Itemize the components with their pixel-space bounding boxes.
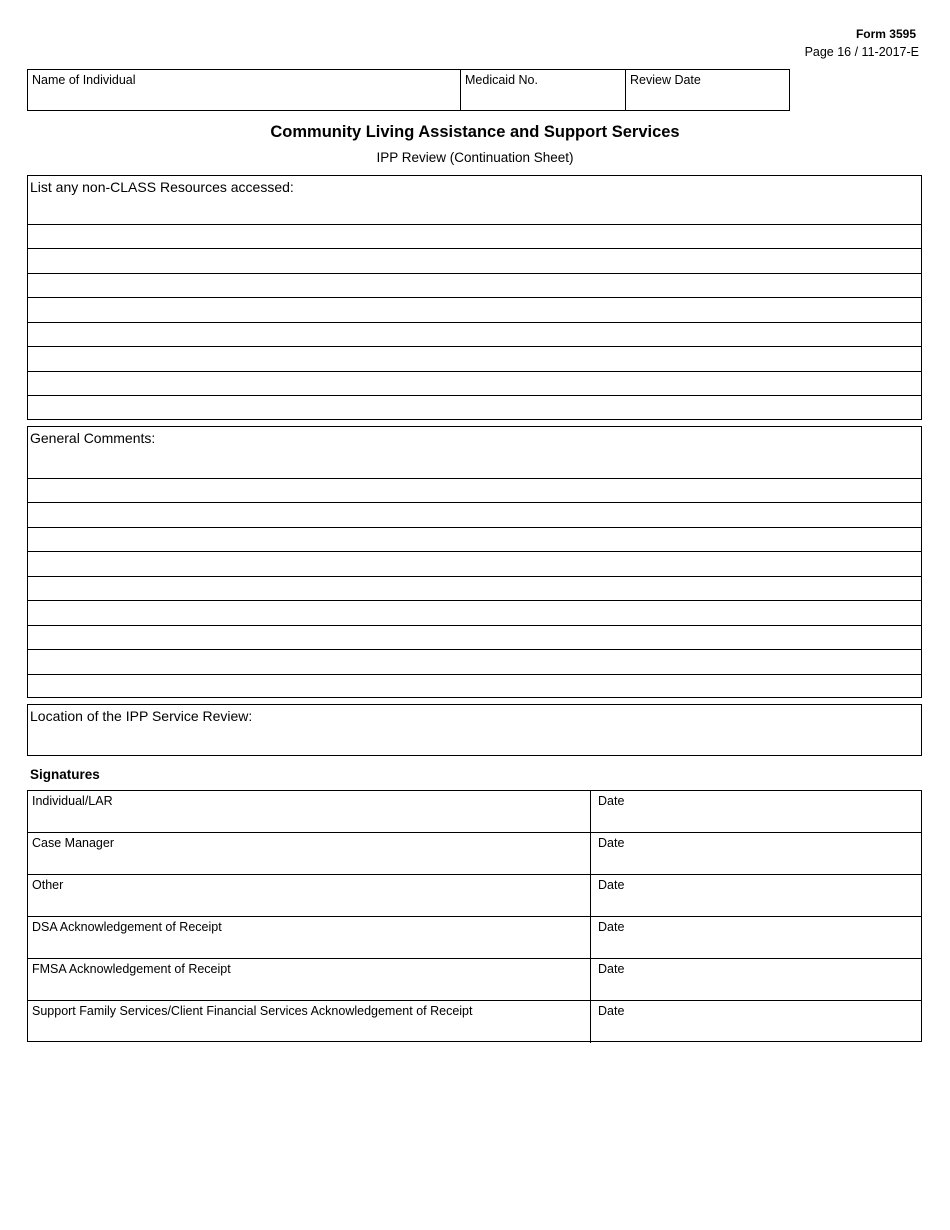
page-info: Page 16 / 11-2017-E — [804, 45, 919, 59]
comments-line[interactable] — [28, 551, 921, 552]
general-comments-label: General Comments: — [30, 430, 156, 446]
signature-field[interactable] — [28, 959, 591, 1000]
form-number: Form 3595 — [855, 27, 916, 41]
signature-field[interactable] — [28, 917, 591, 958]
comments-line[interactable] — [28, 576, 921, 577]
date-label: Date — [598, 962, 625, 976]
signature-row — [28, 875, 921, 917]
comments-line[interactable] — [28, 674, 921, 675]
resources-line[interactable] — [28, 346, 921, 347]
signature-label: DSA Acknowledgement of Receipt — [32, 920, 222, 934]
resources-section[interactable] — [27, 175, 922, 420]
resources-line[interactable] — [28, 322, 921, 323]
signature-label: Case Manager — [32, 836, 114, 850]
resources-line[interactable] — [28, 224, 921, 225]
signature-date-field[interactable] — [591, 875, 921, 916]
signature-row — [28, 917, 921, 959]
comments-line[interactable] — [28, 502, 921, 503]
resources-line[interactable] — [28, 273, 921, 274]
medicaid-number-field[interactable] — [461, 70, 626, 110]
signature-row — [28, 833, 921, 875]
signature-row — [28, 791, 921, 833]
resources-line[interactable] — [28, 248, 921, 249]
resources-label: List any non-CLASS Resources accessed: — [30, 179, 294, 195]
signature-date-field[interactable] — [591, 1001, 921, 1043]
comments-line[interactable] — [28, 478, 921, 479]
signatures-heading: Signatures — [30, 767, 100, 782]
resources-line[interactable] — [28, 395, 921, 396]
page-title: Community Living Assistance and Support Services — [270, 123, 680, 141]
signature-label: Individual/LAR — [32, 794, 113, 808]
signature-date-field[interactable] — [591, 791, 921, 832]
signature-date-field[interactable] — [591, 917, 921, 958]
date-label: Date — [598, 836, 625, 850]
signature-field[interactable] — [28, 791, 591, 832]
signature-field[interactable] — [28, 875, 591, 916]
signature-label: Other — [32, 878, 64, 892]
date-label: Date — [598, 1004, 625, 1018]
name-of-individual-label: Name of Individual — [32, 73, 136, 87]
date-label: Date — [598, 794, 625, 808]
medicaid-number-label: Medicaid No. — [465, 73, 538, 87]
date-label: Date — [598, 920, 625, 934]
name-of-individual-field[interactable] — [28, 70, 461, 110]
page-subtitle: IPP Review (Continuation Sheet) — [376, 150, 574, 165]
review-date-label: Review Date — [630, 73, 701, 87]
signatures-table — [27, 790, 922, 1042]
date-label: Date — [598, 878, 625, 892]
comments-line[interactable] — [28, 649, 921, 650]
location-label: Location of the IPP Service Review: — [30, 708, 253, 724]
signature-row — [28, 1001, 921, 1043]
comments-line[interactable] — [28, 527, 921, 528]
signature-field[interactable] — [28, 1001, 591, 1043]
comments-line[interactable] — [28, 600, 921, 601]
resources-line[interactable] — [28, 297, 921, 298]
signature-date-field[interactable] — [591, 959, 921, 1000]
signature-field[interactable] — [28, 833, 591, 874]
signature-label: FMSA Acknowledgement of Receipt — [32, 962, 231, 976]
review-date-field[interactable] — [626, 70, 789, 110]
identification-table — [27, 69, 790, 111]
signature-row — [28, 959, 921, 1001]
resources-line[interactable] — [28, 371, 921, 372]
comments-line[interactable] — [28, 625, 921, 626]
signature-date-field[interactable] — [591, 833, 921, 874]
general-comments-section[interactable] — [27, 426, 922, 698]
location-section[interactable] — [27, 704, 922, 756]
signature-label: Support Family Services/Client Financial Services Acknowledgement of Receipt — [32, 1004, 473, 1018]
